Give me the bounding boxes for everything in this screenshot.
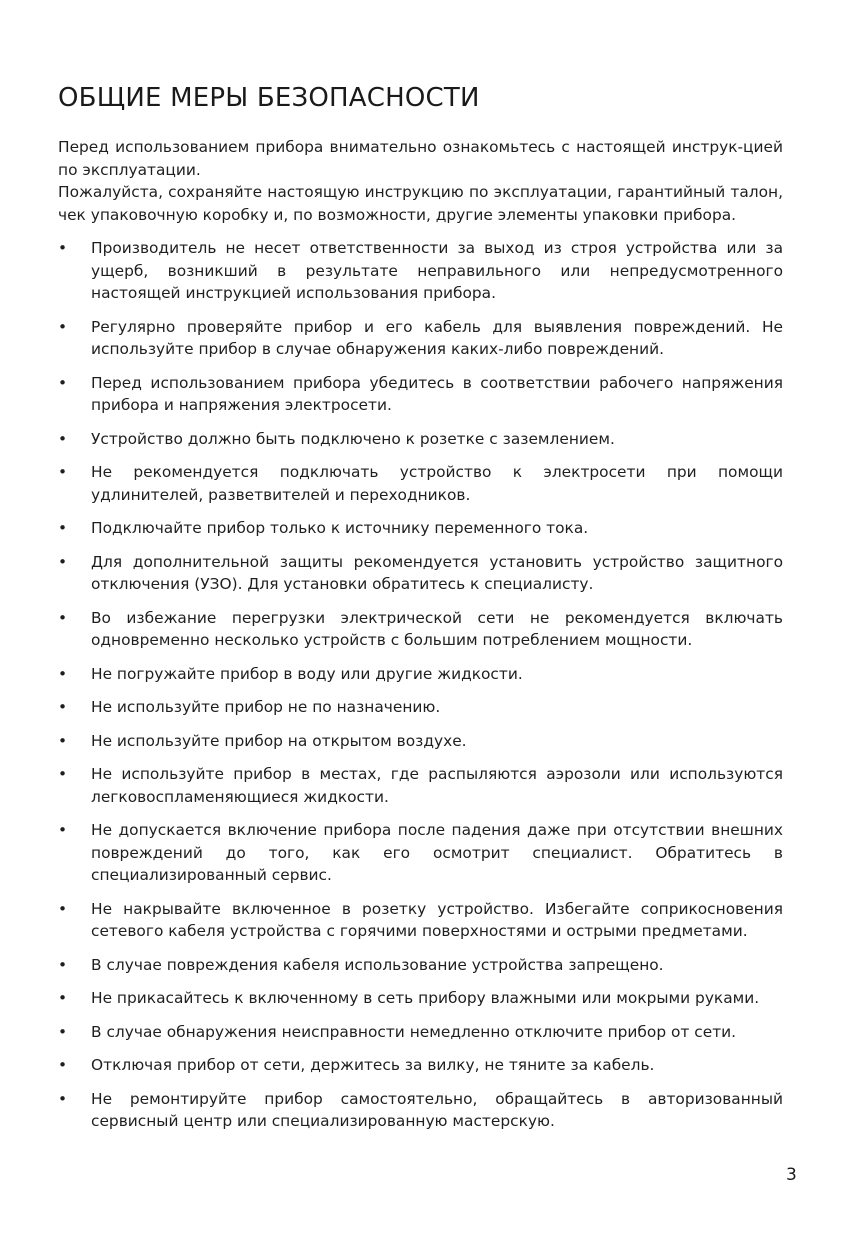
bullet-icon: •	[58, 899, 68, 918]
list-item	[58, 551, 783, 596]
bullet-icon: •	[58, 463, 68, 481]
list-item-text: Производитель не несет ответственности за выход из строя устройства или за ущерб, возникший в результате неправильного или непредусмотренного настоящей инструкцией использования прибора.	[91, 239, 783, 302]
bullet-icon: •	[58, 698, 68, 716]
bullet-icon: •	[58, 664, 68, 683]
list-item-text: Не ремонтируйте прибор самостоятельно, обращайтесь в авторизованный сервисный центр или специализированную мастерскую.	[91, 1089, 783, 1130]
list-item-text: Отключая прибор от сети, держитесь за вилку, не тяните за кабель.	[91, 1056, 655, 1074]
bullet-icon: •	[58, 519, 68, 537]
list-item	[58, 1054, 783, 1077]
list-item-text: Не прикасайтесь к включенному в сеть прибору влажными или мокрыми руками.	[91, 989, 760, 1007]
list-item-text: Не допускается включение прибора после падения даже при отсутствии внешних повреждений до того, как его осмотрит специалист. Обратитесь в специализированный сервис.	[91, 821, 783, 884]
bullet-icon: •	[58, 731, 68, 750]
page-number: 3	[786, 1165, 797, 1185]
bullet-icon: •	[58, 989, 68, 1007]
list-item-text: Во избежание перегрузки электрической сети не рекомендуется включать одновременно несколько устройств с большим потреблением мощности.	[91, 608, 783, 649]
bullet-icon: •	[58, 239, 68, 257]
list-item	[58, 898, 783, 943]
intro-text	[58, 136, 783, 226]
bullet-icon: •	[58, 821, 68, 839]
list-item	[58, 517, 783, 540]
safety-list	[58, 237, 783, 1133]
list-item-text: Не погружайте прибор в воду или другие жидкости.	[91, 664, 523, 683]
intro-paragraph: Перед использованием прибора внимательно ознакомьтесь с настоящей инструк-цией по эксплуатации.	[58, 138, 783, 179]
bullet-icon: •	[58, 317, 68, 336]
bullet-icon: •	[58, 373, 68, 392]
bullet-icon: •	[58, 1022, 68, 1041]
list-item	[58, 316, 783, 361]
list-item	[58, 1021, 783, 1044]
list-item	[58, 1088, 783, 1133]
list-item	[58, 607, 783, 652]
list-item	[58, 987, 783, 1010]
list-item-text: Для дополнительной защиты рекомендуется установить устройство защитного отключения (УЗО). Для установки обратитесь к специалисту.	[91, 552, 783, 593]
list-item-text: Перед использованием прибора убедитесь в соответствии рабочего напряжения прибора и напряжения электросети.	[91, 373, 783, 414]
list-item	[58, 954, 783, 977]
list-item	[58, 696, 783, 719]
page-title: ОБЩИЕ МЕРЫ БЕЗОПАСНОСТИ	[58, 83, 480, 113]
list-item-text: Устройство должно быть подключено к розетке с заземлением.	[91, 429, 615, 448]
document-page	[58, 82, 783, 1144]
list-item-text: Регулярно проверяйте прибор и его кабель для выявления повреждений. Не используйте прибор в случае обнаружения каких-либо повреждений.	[91, 317, 783, 358]
bullet-icon: •	[58, 608, 68, 627]
bullet-icon: •	[58, 429, 68, 448]
list-item-text: Не используйте прибор на открытом воздухе.	[91, 731, 467, 750]
list-item-text: Не накрывайте включенное в розетку устройство. Избегайте соприкосновения сетевого кабеля устройства с горячими поверхностями и острыми предметами.	[91, 899, 783, 940]
list-item	[58, 763, 783, 808]
list-item-text: Не используйте прибор в местах, где распыляются аэрозоли или используются легковоспламеняющиеся жидкости.	[91, 765, 783, 806]
list-item	[58, 663, 783, 686]
bullet-icon: •	[58, 955, 68, 974]
bullet-icon: •	[58, 552, 68, 571]
list-item-text: Не используйте прибор не по назначению.	[91, 698, 441, 716]
list-item	[58, 819, 783, 887]
list-item	[58, 237, 783, 305]
list-item-text: Подключайте прибор только к источнику переменного тока.	[91, 519, 589, 537]
list-item	[58, 428, 783, 451]
list-item	[58, 372, 783, 417]
bullet-icon: •	[58, 1056, 68, 1074]
list-item	[58, 730, 783, 753]
list-item	[58, 461, 783, 506]
list-item-text: В случае повреждения кабеля использование устройства запрещено.	[91, 955, 664, 974]
list-item-text: Не рекомендуется подключать устройство к электросети при помощи удлинителей, разветвителей и переходников.	[91, 463, 783, 504]
bullet-icon: •	[58, 1089, 68, 1108]
list-item-text: В случае обнаружения неисправности немедленно отключите прибор от сети.	[91, 1022, 737, 1041]
bullet-icon: •	[58, 765, 68, 783]
intro-paragraph: Пожалуйста, сохраняйте настоящую инструкцию по эксплуатации, гарантийный талон, чек упаковочную коробку и, по возможности, другие элементы упаковки прибора.	[58, 183, 783, 224]
